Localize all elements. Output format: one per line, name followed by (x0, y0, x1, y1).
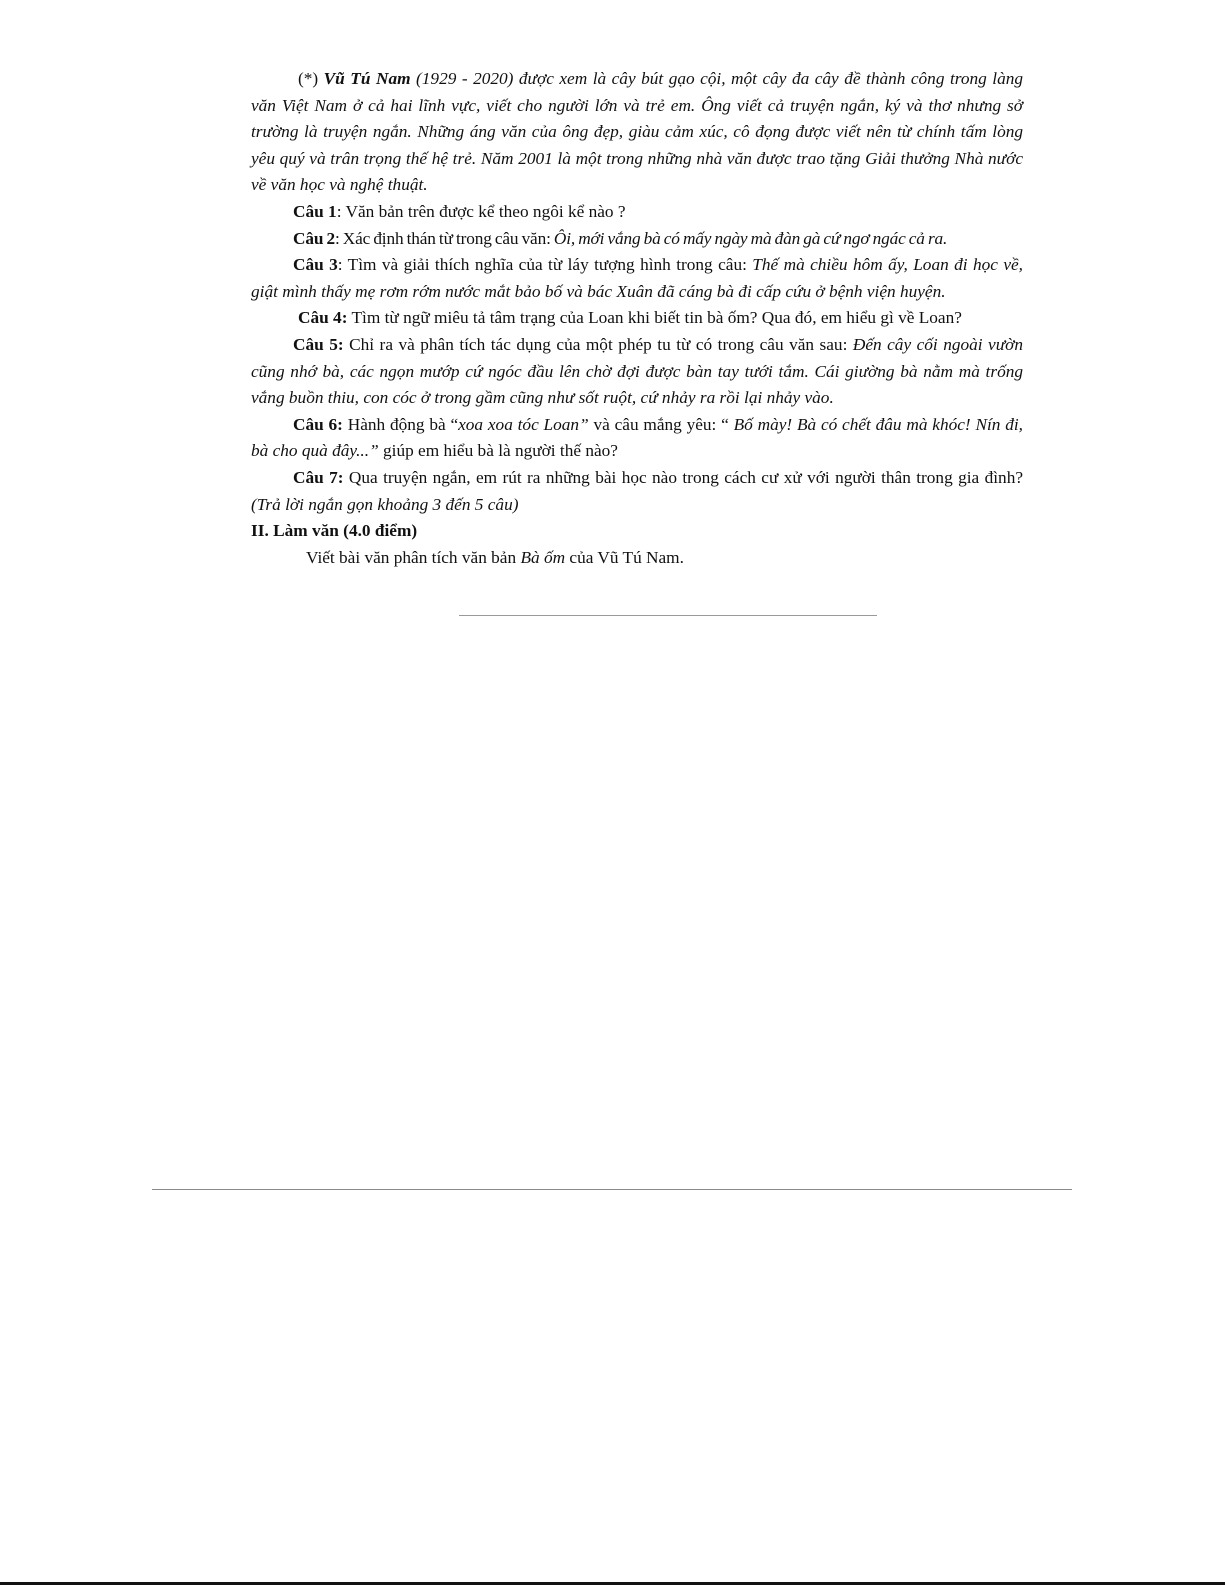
document-body (251, 66, 1023, 571)
question-7-text: Qua truyện ngắn, em rút ra những bài học nào trong cách cư xử với người thân trong gia đình? (343, 467, 1024, 487)
question-6-text-b: và câu mắng yêu: “ (588, 414, 734, 434)
page-break-divider (152, 1189, 1072, 1190)
question-6-text-a: Hành động bà “ (342, 414, 459, 434)
section-2-heading: II. Làm văn (4.0 điểm) (251, 521, 418, 541)
author-note (251, 66, 1023, 199)
note-text: (1929 - 2020) được xem là cây bút gạo cội, một cây đa cây đề thành công trong làng văn Việt Nam ở cả hai lĩnh vực, viết cho người lớn và trẻ em. Ông viết cả truyện ngắn, ký và thơ nhưng sở trường là truyện ngắn. Những áng văn của ông đẹp, giàu cảm xúc, cô đọng được viết nên từ chính tấm lòng yêu quý và trân trọng thế hệ trẻ. Năm 2001 là một trong những nhà văn được trao tặng Giải thưởng Nhà nước về văn học và nghệ thuật. (251, 69, 1023, 195)
task-suffix: của Vũ Tú Nam. (565, 547, 684, 567)
question-1-text: : Văn bản trên được kể theo ngôi kể nào ? (336, 201, 626, 221)
question-1 (251, 199, 1023, 226)
task-text: Viết bài văn phân tích văn bản (306, 547, 521, 567)
question-6 (251, 412, 1023, 465)
question-2-label: Câu 2 (293, 228, 335, 248)
section-2-task (251, 545, 1023, 572)
question-7-hint: (Trả lời ngắn gọn khoảng 3 đến 5 câu) (251, 494, 519, 514)
question-6-quote-b: Bố mày! Bà có chết đâu mà khóc! Nín đi, bà cho quà đây...” (251, 414, 1023, 461)
question-4-label: Câu 4: (298, 308, 348, 328)
question-2 (251, 226, 1023, 253)
question-4 (251, 305, 1023, 332)
question-5-text: Chỉ ra và phân tích tác dụng của một phép tu từ có trong câu văn sau: (343, 334, 853, 354)
question-3-quote: Thế mà chiều hôm ấy, Loan đi học về, giật mình thấy mẹ rơm rớm nước mắt bảo bố và bác Xuân đã cáng bà đi cấp cứu ở bệnh viện huyện. (251, 255, 1023, 301)
question-5-label: Câu 5: (293, 334, 344, 354)
question-7 (251, 465, 1023, 518)
note-author-name: Vũ Tú Nam (323, 69, 411, 88)
question-6-text-c: giúp em hiểu bà là người thế nào? (378, 441, 618, 461)
question-2-text: : Xác định thán từ trong câu văn: (334, 228, 554, 248)
question-3-text: : Tìm và giải thích nghĩa của từ láy tượng hình trong câu: (337, 255, 753, 275)
question-6-label: Câu 6: (293, 414, 343, 434)
question-2-quote: Ôi, mới vắng bà có mấy ngày mà đàn gà cứ ngơ ngác cả ra. (553, 228, 948, 248)
end-of-text-divider (459, 615, 877, 616)
question-6-quote-a: xoa xoa tóc Loan” (458, 414, 589, 434)
question-5 (251, 332, 1023, 412)
question-1-label: Câu 1 (293, 201, 337, 221)
question-7-label: Câu 7: (293, 467, 344, 487)
question-3 (251, 252, 1023, 305)
task-work-title: Bà ốm (520, 547, 566, 567)
question-5-quote: Đến cây cối ngoài vườn cũng nhớ bà, các ngọn mướp cứ ngóc đầu lên chờ đợi được bàn tay tưới tắm. Cái giường bà nằm mà trống vắng buồn thiu, con cóc ở trong gầm cũng như sốt ruột, cứ nhảy ra rồi lại nhảy vào. (251, 334, 1023, 408)
note-prefix: (*) (298, 69, 324, 88)
question-4-text: Tìm từ ngữ miêu tả tâm trạng của Loan khi biết tin bà ốm? Qua đó, em hiểu gì về Loan? (347, 308, 962, 328)
question-3-label: Câu 3 (293, 255, 338, 275)
